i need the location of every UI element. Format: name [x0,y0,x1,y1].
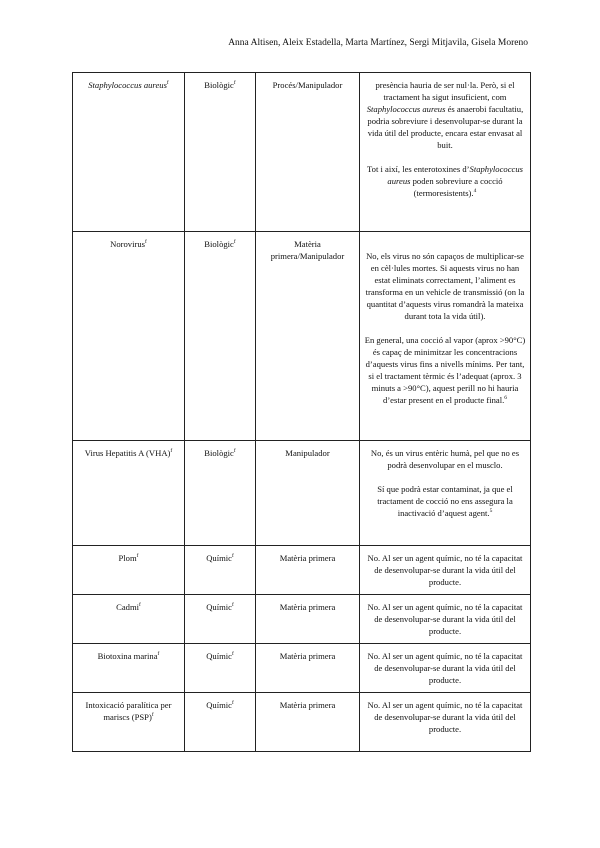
hazard-type: Químic [206,651,232,662]
description-text: és anaerobi facultatiu, podria sobreviure i desenvolupar-se durant la vida útil del producte, encara estar envasat al buit. [367,104,524,151]
origin-cell [256,73,360,232]
page-header-authors: Anna Altisen, Aleix Estadella, Marta Martínez, Sergi Mitjavila, Gisela Moreno [228,38,528,48]
hazard-type: Biològic [204,80,234,90]
footnote-ref: 6 [504,395,507,402]
footnote-ref: f [151,712,154,719]
hazard-type: Químic [206,700,232,711]
origin-cell [256,644,360,693]
description-paragraph [364,483,526,519]
description-paragraph: No. Al ser un agent químic, no té la capacitat de desenvolupar-se durant la vida útil del producte. [367,651,523,686]
origin-cell [256,441,360,546]
type-cell [185,693,256,752]
footnote-ref: f [139,602,141,609]
hazard-origin: Matèria primera/Manipulador [270,239,345,262]
hazard-type: Biològic [204,448,234,458]
hazard-cell [73,441,185,546]
hazard-origin: Matèria primera [279,602,336,613]
hazard-origin: Procés/Manipulador [272,80,343,90]
hazard-type: Químic [206,553,232,563]
description-cell [360,693,531,752]
footnote-ref: f [136,553,139,560]
origin-cell [256,693,360,752]
description-paragraph [364,79,526,151]
description-paragraph [364,334,526,406]
hazard-cell [73,693,185,752]
description-text: En general, una cocció al vapor (aprox >90°C) és capaç de minimitzar les concentracions d’aquests virus fins a nivells mínims. Per tant, si el tractament tèrmic és l’adequat (aprox. 3 minuts a >90°C), aquest perill no hi hauria d’estar present en el producte final. [364,335,526,406]
hazard-cell [73,546,185,595]
footnote-ref: f [231,553,234,560]
table-row [73,73,531,232]
footnote-ref: f [231,651,234,658]
hazard-name: Intoxicació paralítica per mariscs (PSP) [85,700,172,723]
footnote-ref: f [233,239,236,246]
description-paragraph: No. Al ser un agent químic, no té la capacitat de desenvolupar-se durant la vida útil del producte. [367,602,523,637]
type-cell [185,441,256,546]
description-paragraph: No. Al ser un agent químic, no té la capacitat de desenvolupar-se durant la vida útil del producte. [367,553,523,588]
table-row [73,441,531,546]
footnote-ref: f [166,80,169,87]
hazard-name: Biotoxina marina [97,651,158,662]
footnote-ref: f [145,239,147,246]
hazard-name: Staphylococcus aureus [88,80,167,90]
hazard-origin: Matèria primera [279,553,336,563]
footnote-ref: f [157,651,160,658]
origin-cell [256,546,360,595]
description-cell [360,644,531,693]
hazard-origin: Matèria primera [279,651,336,662]
hazard-origin: Matèria primera [279,700,336,711]
hazard-name: Cadmi [116,602,140,613]
footnote-ref: f [231,700,234,707]
footnote-ref: f [170,448,173,455]
hazard-name: Virus Hepatitis A (VHA) [84,448,171,458]
type-cell [185,595,256,644]
hazard-cell [73,232,185,441]
hazard-table [72,72,531,752]
table-row [73,644,531,693]
description-text: presència hauria de ser nul·la. Però, si el tractament ha sigut insuficient, com [375,80,515,103]
description-text: Tot i així, les enterotoxines d’ [367,164,470,175]
description-cell [360,546,531,595]
description-species: Staphylococcus aureus [366,104,446,115]
table-row [73,546,531,595]
hazard-name: Norovirus [110,239,145,249]
description-cell [360,73,531,232]
description-paragraph: No, els virus no són capaços de multiplicar-se en cèl·lules mortes. Si aquests virus no han estat eliminats correctament, l’aliment es transforma en un vehicle de transmissió (on la quantitat d’aquests virus romandrà la mateixa durant tota la vida útil). [365,251,525,322]
hazard-origin: Manipulador [285,448,330,458]
hazard-name: Plom [118,553,137,563]
footnote-ref: f [231,602,234,609]
type-cell [185,232,256,441]
origin-cell [256,595,360,644]
type-cell [185,546,256,595]
hazard-cell [73,73,185,232]
footnote-ref: 5 [489,508,493,515]
table-row [73,232,531,441]
table-row [73,595,531,644]
footnote-ref: f [233,80,236,87]
hazard-type: Biològic [204,239,234,249]
description-text: poden sobreviure a cocció (termoresistents). [410,176,503,199]
type-cell [185,644,256,693]
description-paragraph: No. Al ser un agent químic, no té la capacitat de desenvolupar-se durant la vida útil del producte. [367,700,523,735]
footnote-ref: 4 [473,188,477,195]
description-cell [360,595,531,644]
hazard-type: Químic [206,602,232,613]
footnote-ref: f [233,448,236,455]
type-cell [185,73,256,232]
description-cell [360,232,531,441]
description-species: Staphylococcus aureus [387,164,523,187]
hazard-cell [73,644,185,693]
origin-cell [256,232,360,441]
table-row [73,693,531,752]
description-paragraph: No, és un virus entèric humà, pel que no es podrà desenvolupar en el musclo. [370,448,520,471]
description-paragraph [364,163,526,199]
description-text: Sí que podrà estar contaminat, ja que el tractament de cocció no ens assegura la inactivació d’aquest agent. [377,484,513,519]
hazard-cell [73,595,185,644]
description-cell [360,441,531,546]
